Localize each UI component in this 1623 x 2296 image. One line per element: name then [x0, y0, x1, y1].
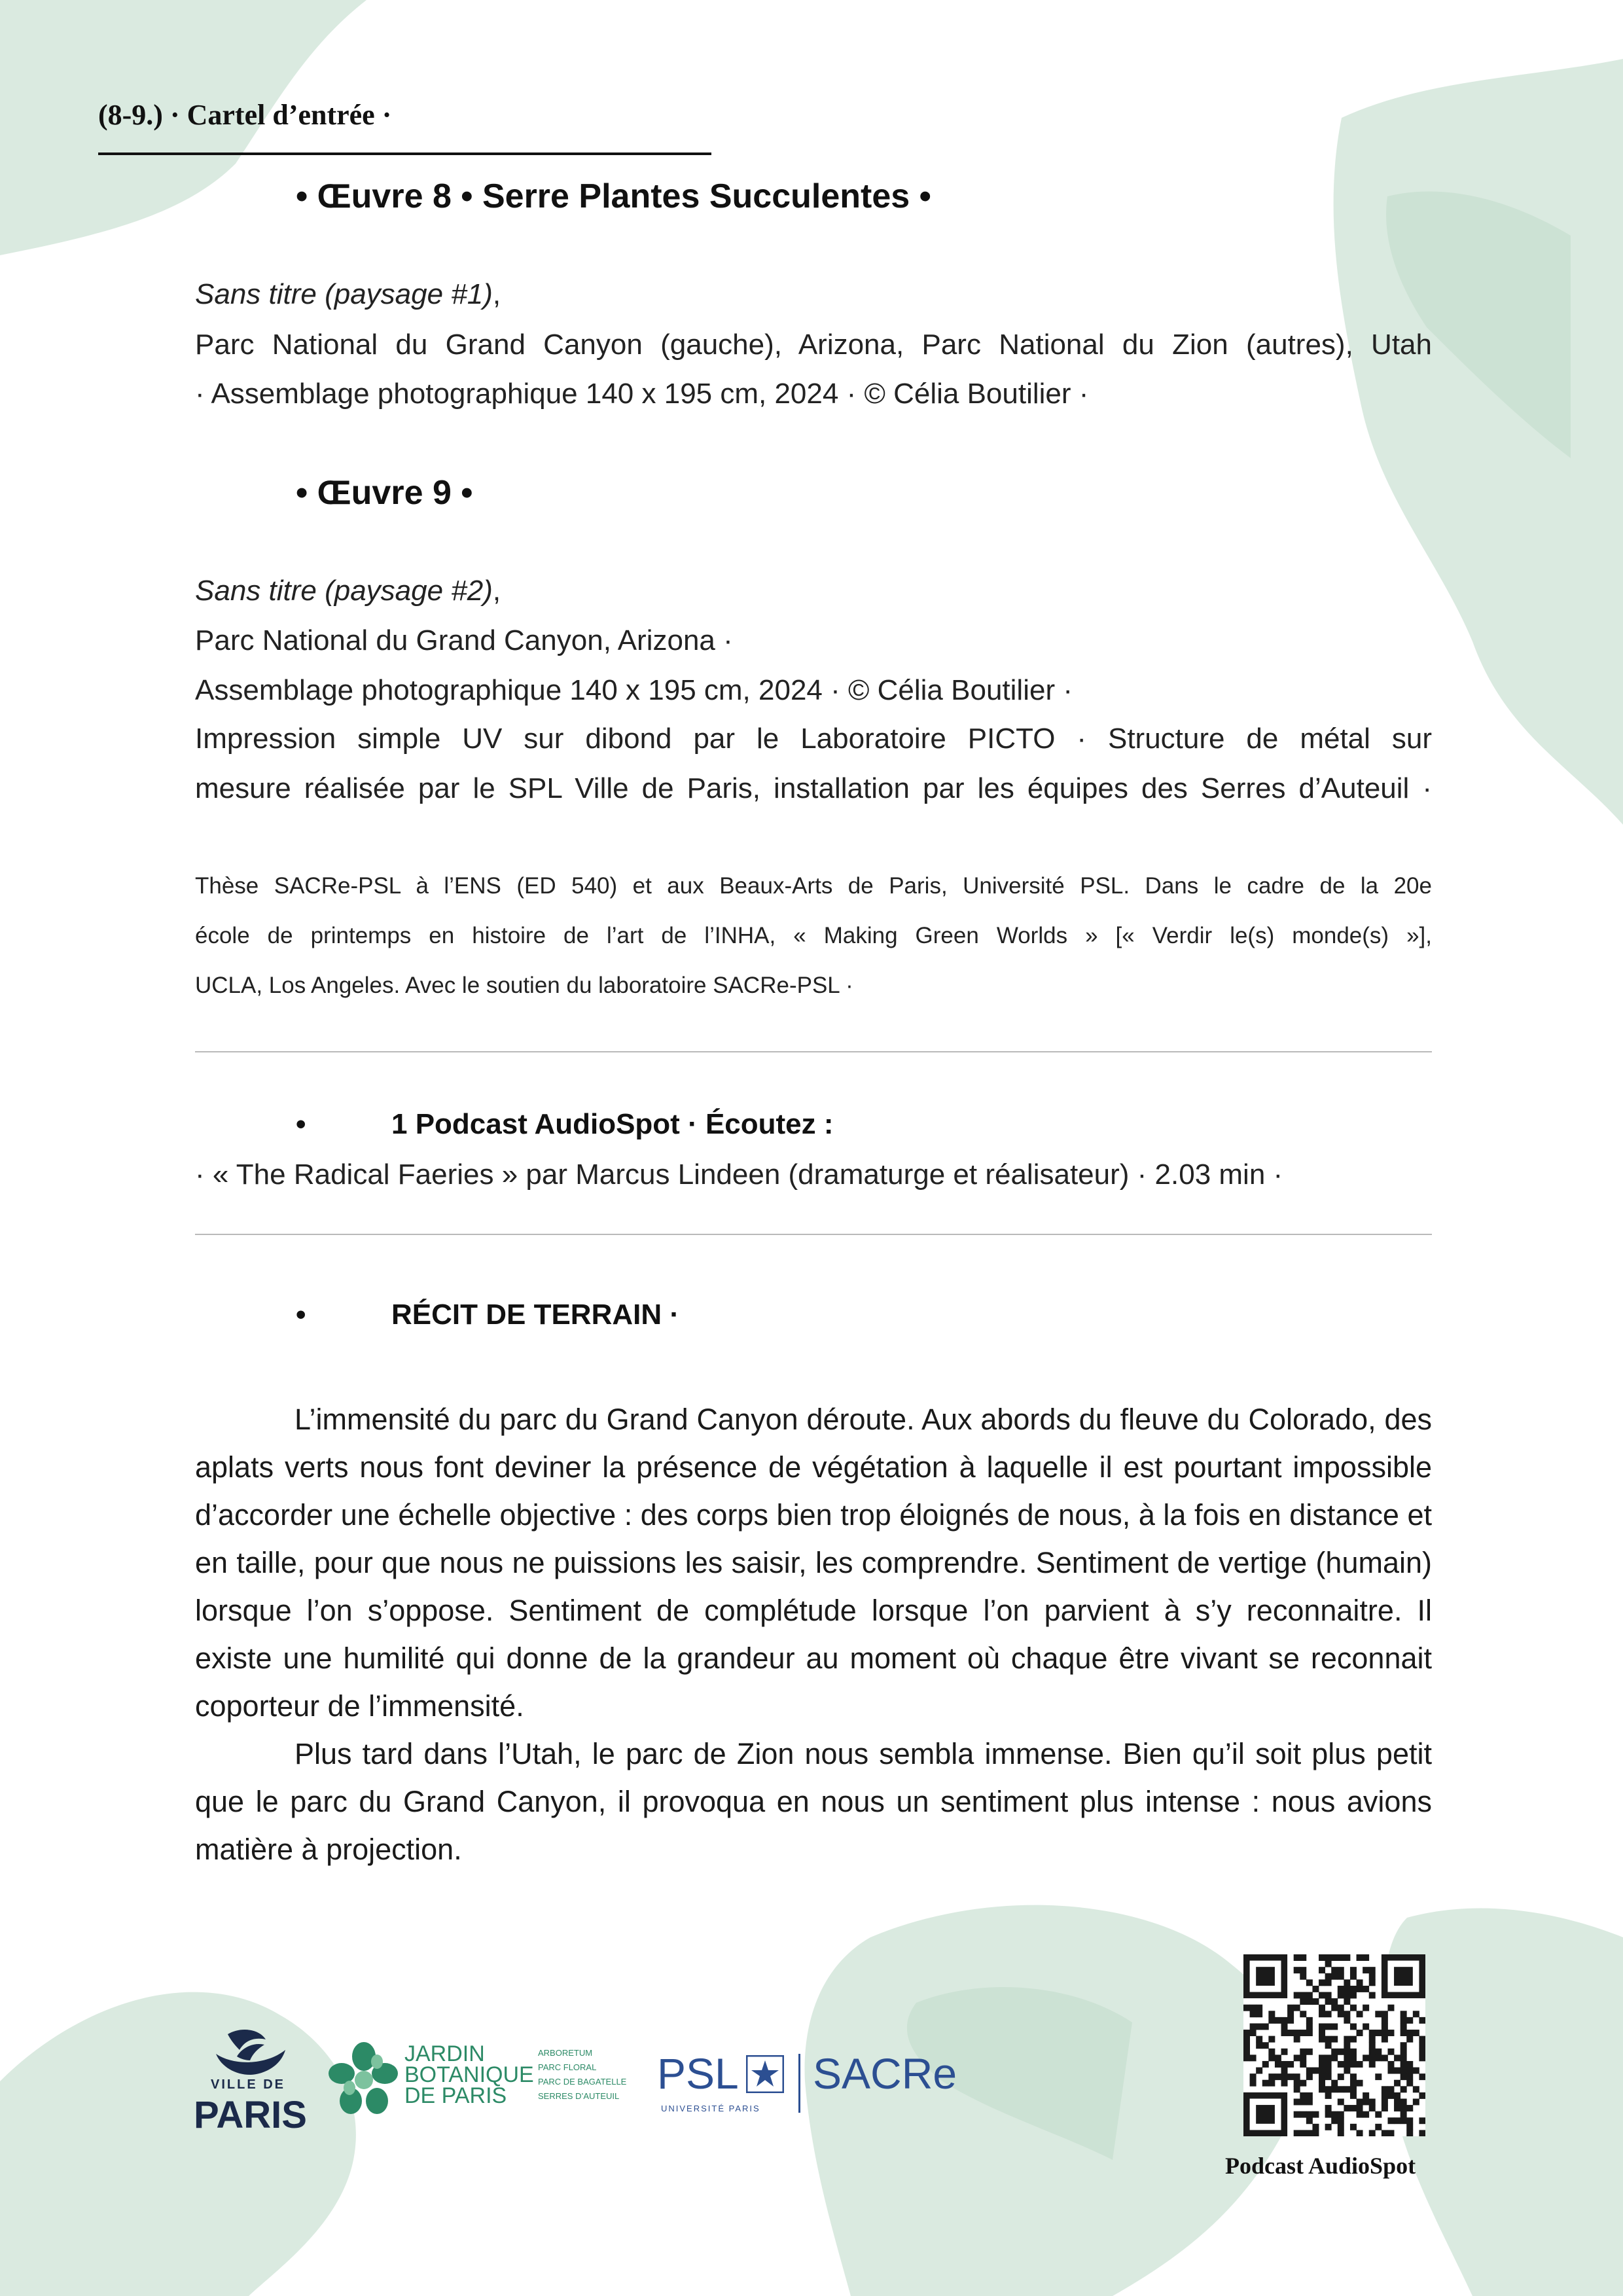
divider-2: [195, 1234, 1432, 1235]
podcast-bullet: •: [296, 1108, 306, 1140]
paris-boat-icon: [194, 2028, 308, 2075]
work9-subtitle: Sans titre (paysage #2): [195, 575, 493, 607]
work8-subtitle-comma: ,: [492, 278, 501, 310]
work8-technique: · Assemblage photographique 140 x 195 cm, 2024 · © Célia Boutilier ·: [195, 378, 1089, 410]
header-underline: [98, 152, 711, 155]
header-label: (8-9.) · Cartel d’entrée ·: [98, 99, 392, 131]
paris-logo-main: PARIS: [194, 2094, 307, 2136]
psl-sacre-logo: [657, 2049, 984, 2121]
psl-logo-divider: [798, 2054, 800, 2113]
recit-bullet: •: [296, 1299, 306, 1331]
jardin-site-3: PARC DE BAGATELLE: [538, 2077, 627, 2087]
recit-heading: RÉCIT DE TERRAIN ·: [391, 1299, 679, 1331]
jardin-site-2: PARC FLORAL: [538, 2062, 597, 2072]
ville-de-paris-logo: [194, 2028, 308, 2142]
work8-subtitle: Sans titre (paysage #1): [195, 278, 493, 310]
psl-logo-sub: UNIVERSITÉ PARIS: [661, 2104, 760, 2113]
jardin-botanique-logo: [327, 2041, 627, 2126]
recit-paragraph-2: Plus tard dans l’Utah, le parc de Zion nous sembla immense. Bien qu’il soit plus petit que le parc du Grand Canyon, il provoqua en nous un sentiment plus intense : nous avions matière à projection.: [195, 1737, 1432, 1866]
podcast-heading: 1 Podcast AudioSpot · Écoutez :: [391, 1108, 834, 1140]
paris-logo-top: VILLE DE: [211, 2077, 286, 2092]
work9-technique: Assemblage photographique 140 x 195 cm, 2024 · © Célia Boutilier ·: [195, 674, 1073, 706]
recit-text: [195, 1395, 1432, 1873]
leaf-top-right: [1334, 59, 1623, 825]
work9-subtitle-line: [195, 575, 501, 607]
work9-production-1: Impression simple UV sur dibond par le Laboratoire PICTO · Structure de métal sur: [195, 723, 1432, 755]
flower-petals-icon: [327, 2042, 399, 2119]
jardin-logo-line-2: BOTANIQUE: [404, 2062, 534, 2087]
jardin-logo-sites: [538, 2046, 626, 2104]
jardin-site-4: SERRES D’AUTEUIL: [538, 2091, 620, 2101]
work9-subtitle-comma: ,: [492, 575, 501, 607]
sacre-logo-main: SACRe: [813, 2049, 957, 2098]
jardin-logo-wordmark: [404, 2043, 534, 2106]
work9-production-2: mesure réalisée par le SPL Ville de Paris, installation par les équipes des Serres d’Auteuil ·: [195, 772, 1432, 804]
divider-1: [195, 1051, 1432, 1052]
credits-line-3: UCLA, Los Angeles. Avec le soutien du laboratoire SACRe-PSL ·: [195, 973, 853, 998]
psl-logo-main: PSL: [657, 2049, 739, 2098]
jardin-site-1: ARBORETUM: [538, 2048, 593, 2058]
jardin-logo-line-3: DE PARIS: [404, 2083, 507, 2108]
psl-star-icon: [746, 2055, 784, 2093]
qr-caption: Podcast AudioSpot: [1225, 2153, 1416, 2179]
credits-line-1: Thèse SACRe-PSL à l’ENS (ED 540) et aux Beaux-Arts de Paris, Université PSL. Dans le cadre de la 20e: [195, 873, 1432, 899]
credits-line-2: école de printemps en histoire de l’art de l’INHA, « Making Green Worlds » [« Verdir le(s) monde(s) »],: [195, 923, 1432, 948]
work8-title: • Œuvre 8 • Serre Plantes Succulentes •: [296, 177, 931, 215]
work8-subtitle-line: [195, 278, 501, 311]
work9-title: • Œuvre 9 •: [296, 474, 473, 512]
jardin-logo-line-1: JARDIN: [404, 2041, 485, 2066]
podcast-item[interactable]: · « The Radical Faeries » par Marcus Lindeen (dramaturge et réalisateur) · 2.03 min ·: [195, 1158, 1283, 1191]
work8-location: Parc National du Grand Canyon (gauche), Arizona, Parc National du Zion (autres), Utah: [195, 329, 1432, 361]
recit-paragraph-1: L’immensité du parc du Grand Canyon déroute. Aux abords du fleuve du Colorado, des aplats verts nous font deviner la présence de végétation à laquelle il est pourtant impossible d’accorder une échelle objective : des corps bien trop éloignés de nous, à la fois en distance et en taille, pour que nous ne puissions les saisir, les comprendre. Sentiment de vertige (humain) lorsque l’on s’oppose. Sentiment de complétude lorsque l’on parvient à s’y reconnaitre. Il existe une humilité qui donne de la grandeur au moment où chaque être vivant se reconnait coporteur de l’immensité.: [195, 1403, 1432, 1723]
work9-location: Parc National du Grand Canyon, Arizona ·: [195, 624, 733, 656]
qr-code[interactable]: [1243, 1954, 1425, 2136]
